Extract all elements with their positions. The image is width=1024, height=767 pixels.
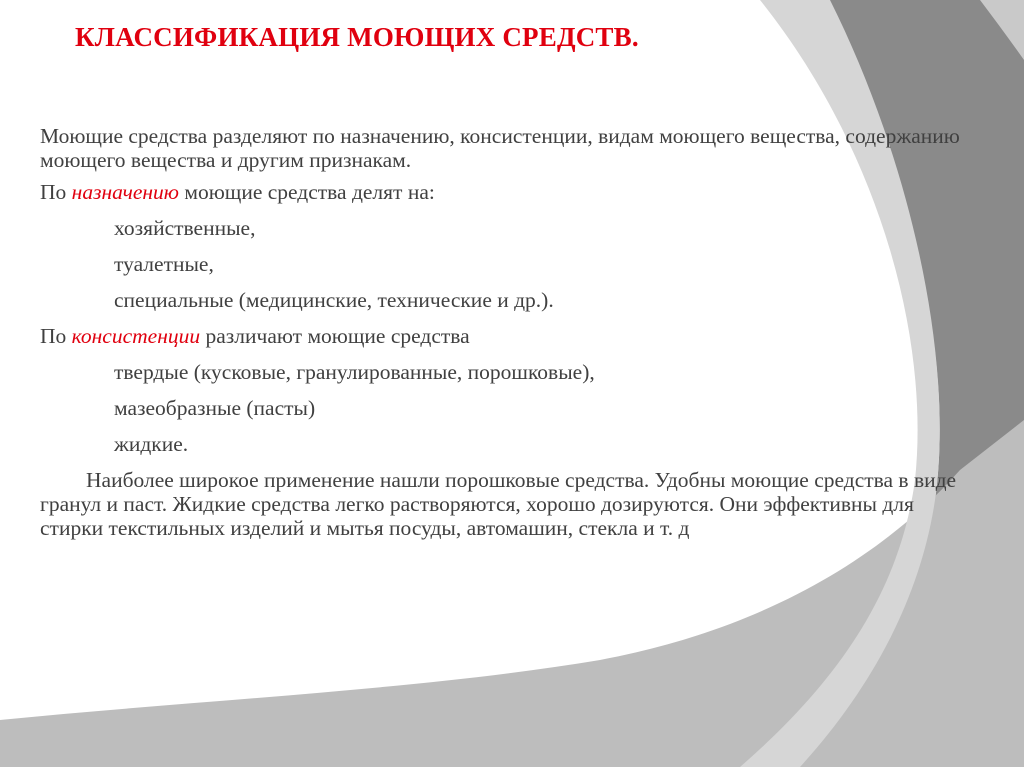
consistency-item: жидкие. — [114, 432, 189, 456]
slide-title: КЛАССИФИКАЦИЯ МОЮЩИХ СРЕДСТВ. — [75, 22, 639, 52]
consistency-highlight: консистенции — [71, 324, 201, 348]
consistency-suffix: различают моющие средства — [200, 324, 470, 348]
consistency-item: твердые (кусковые, гранулированные, порошковые), — [114, 360, 595, 384]
purpose-item: хозяйственные, — [114, 216, 256, 240]
consistency-heading — [40, 324, 970, 348]
consistency-item: мазеобразные (пасты) — [114, 396, 316, 420]
purpose-prefix: По — [40, 180, 72, 204]
purpose-item: туалетные, — [114, 252, 214, 276]
purpose-highlight: назначению — [71, 180, 179, 204]
intro-paragraph: Моющие средства разделяют по назначению, консистенции, видам моющего вещества, содержанию моющего вещества и другим признакам. — [40, 124, 960, 172]
conclusion-paragraph: Наиболее широкое применение нашли порошковые средства. Удобны моющие средства в виде гранул и паст. Жидкие средства легко растворяются, хорошо дозируются. Они эффективны для стирки текстильных изделий и мытья посуды, автомашин, стекла и т. д — [40, 468, 957, 540]
purpose-suffix: моющие средства делят на: — [178, 180, 435, 204]
slide-body — [40, 124, 970, 548]
consistency-prefix: По — [40, 324, 72, 348]
purpose-heading — [40, 180, 970, 204]
purpose-item: специальные (медицинские, технические и др.). — [114, 288, 554, 312]
